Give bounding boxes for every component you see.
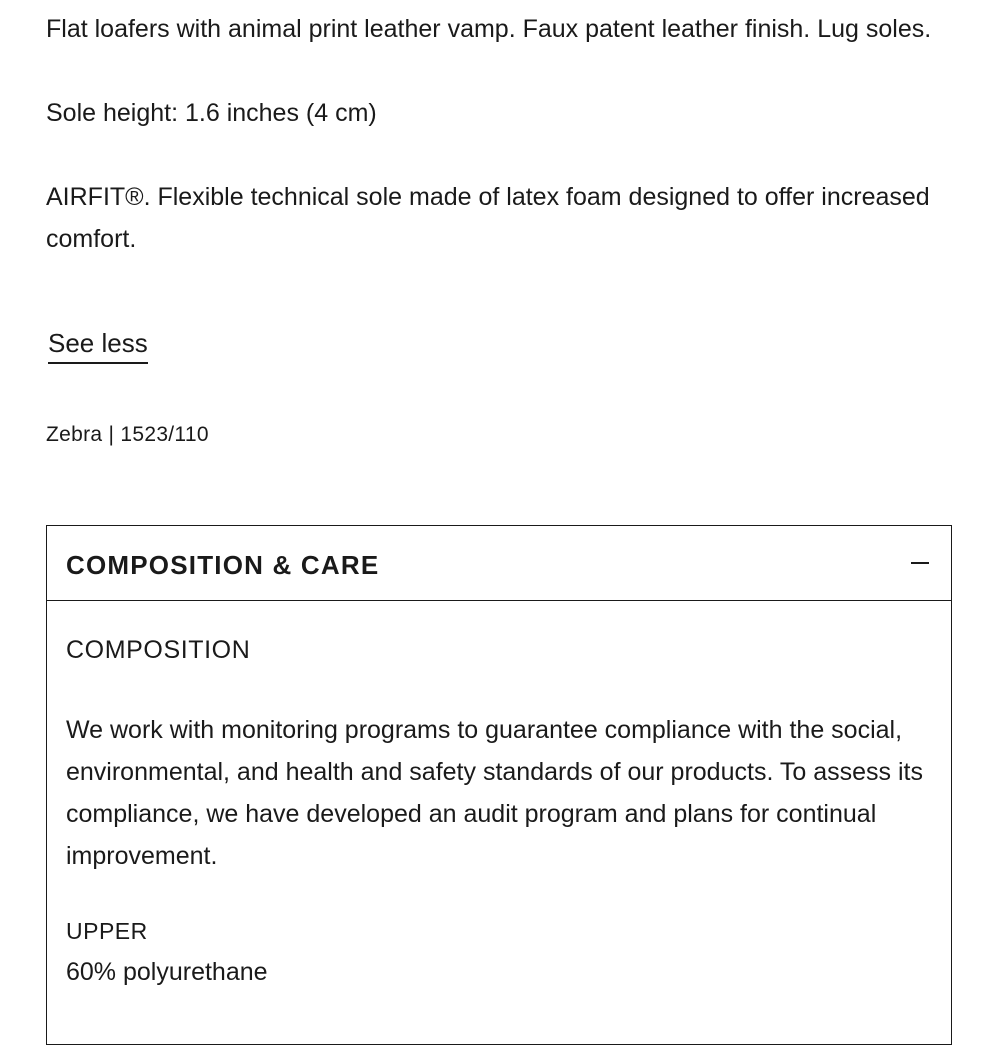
- product-description: [46, 8, 946, 260]
- product-color-reference: Zebra | 1523/110: [46, 423, 209, 446]
- minus-icon[interactable]: [911, 562, 929, 564]
- composition-care-header[interactable]: [47, 526, 951, 601]
- composition-care-title: COMPOSITION & CARE: [66, 550, 380, 580]
- description-paragraph-sole-height: Sole height: 1.6 inches (4 cm): [46, 99, 377, 127]
- composition-description: We work with monitoring programs to guarantee compliance with the social, environmental, and health and safety standards of our products. To assess its compliance, we have developed an audit program and plans for continual improvement.: [66, 716, 923, 870]
- see-less-link[interactable]: See less: [48, 324, 148, 364]
- upper-heading: UPPER: [66, 918, 148, 944]
- upper-material-value: 60% polyurethane: [66, 958, 268, 986]
- composition-care-accordion: [46, 525, 952, 1045]
- description-paragraph-materials: Flat loafers with animal print leather vamp. Faux patent leather finish. Lug soles.: [46, 15, 932, 43]
- composition-heading: COMPOSITION: [66, 636, 251, 664]
- description-paragraph-airfit: AIRFIT®. Flexible technical sole made of latex foam designed to offer increased comfort.: [46, 183, 930, 253]
